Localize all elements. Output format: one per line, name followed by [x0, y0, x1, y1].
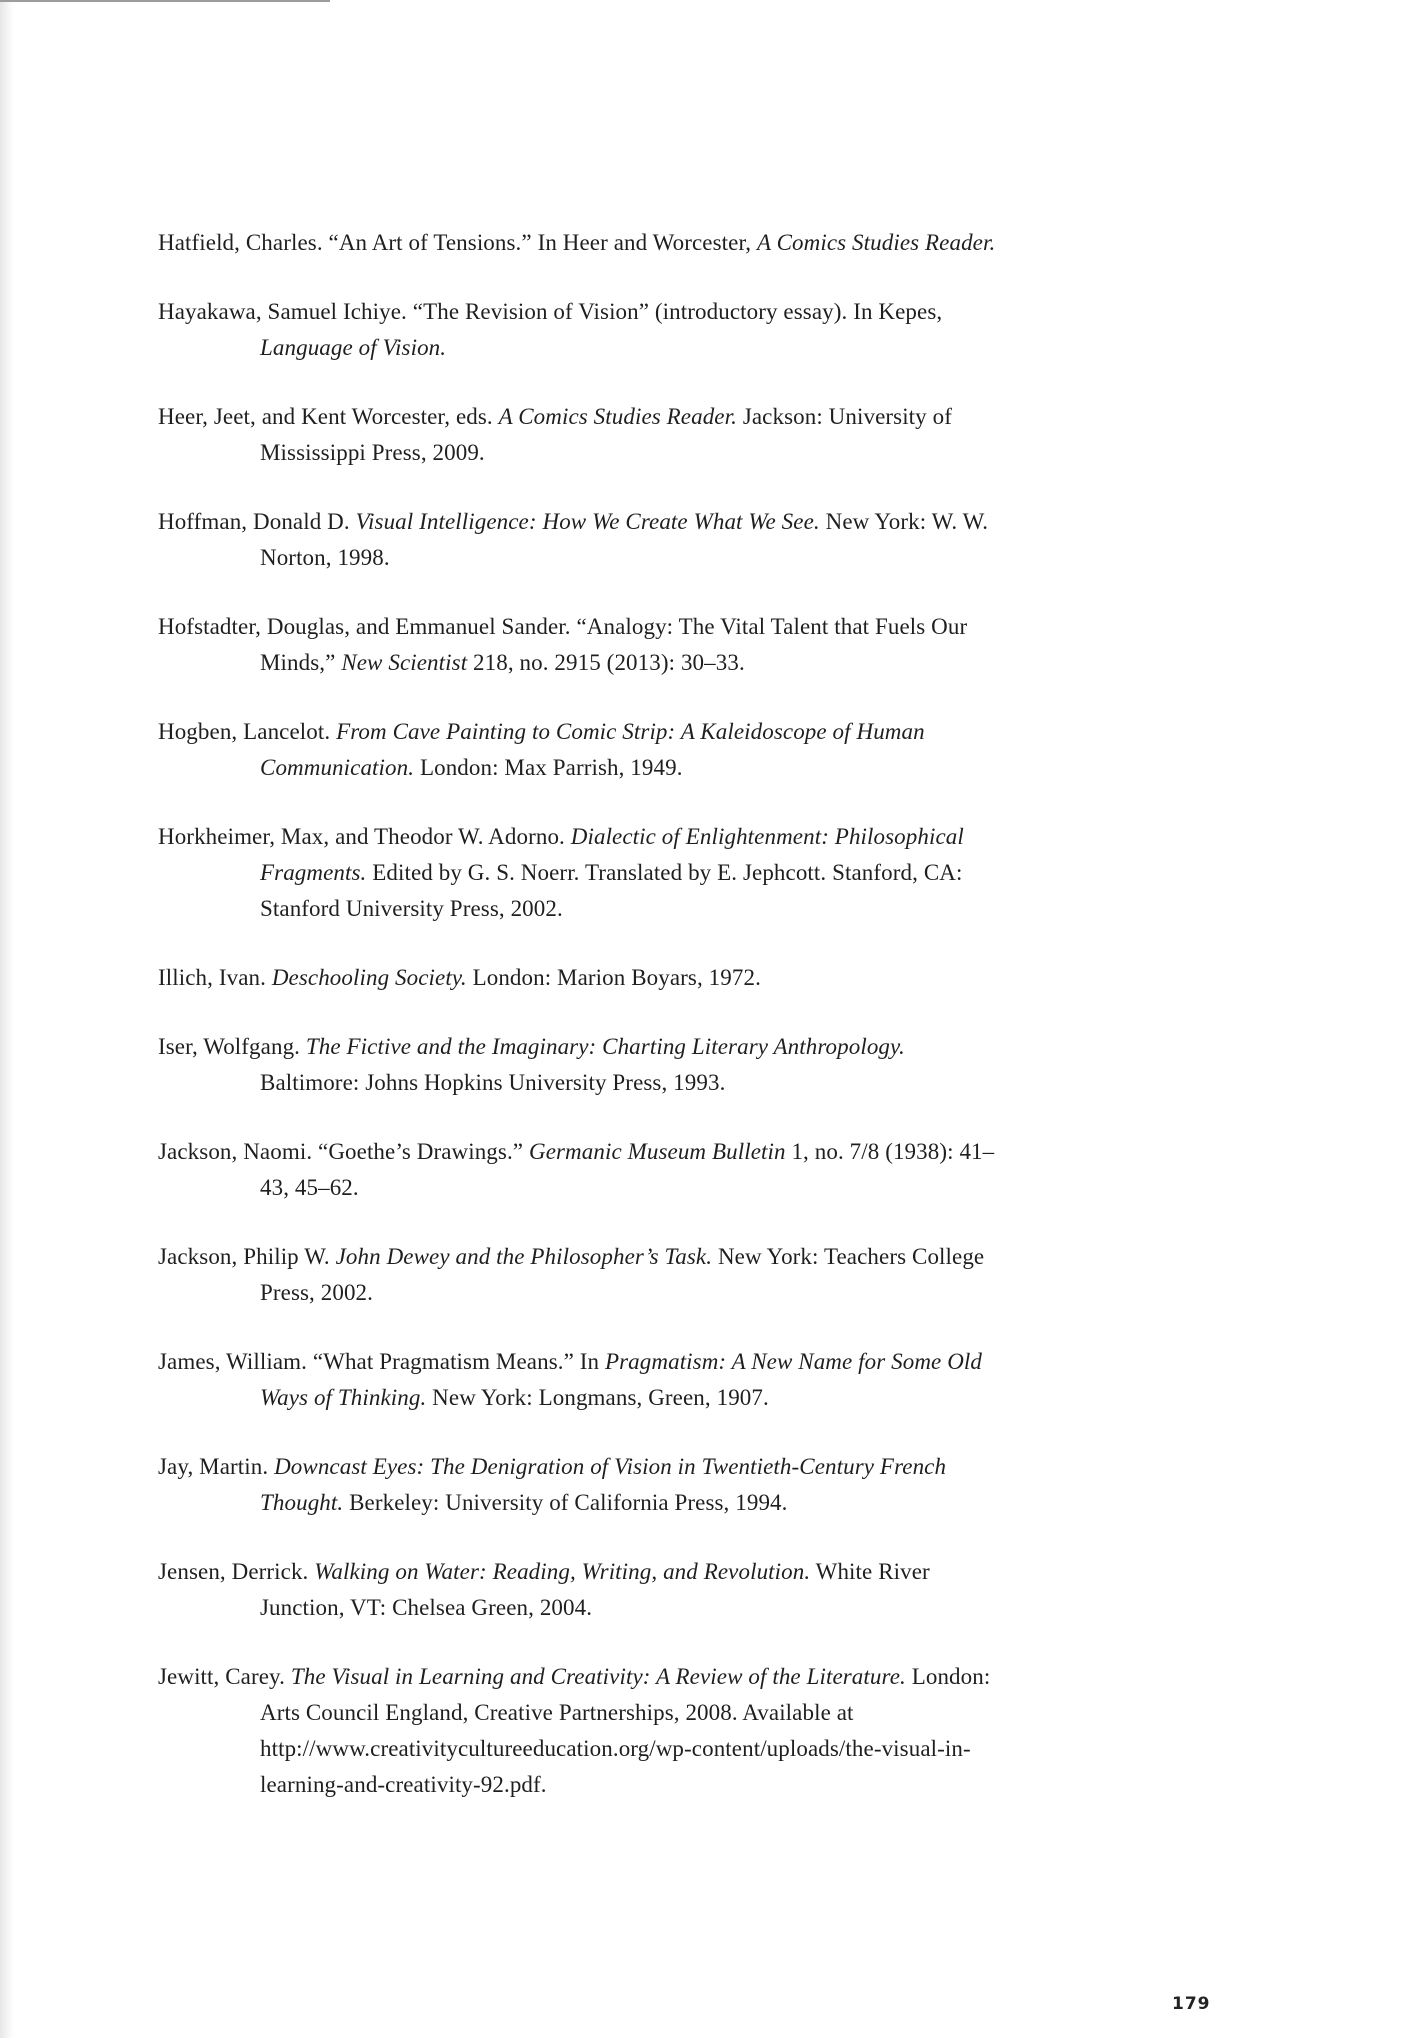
bibliography-entry [158, 609, 998, 681]
entry-text: Baltimore: Johns Hopkins University Press, 1993. [260, 1070, 726, 1095]
page-number: 179 [1172, 1994, 1211, 2014]
entry-work-title: Visual Intelligence: How We Create What We See. [355, 509, 820, 534]
entry-work-title: The Fictive and the Imaginary: Charting Literary Anthropology. [305, 1034, 905, 1059]
entry-text: Jackson, Philip W. [158, 1244, 336, 1269]
entry-work-title: Germanic Museum Bulletin [528, 1139, 786, 1164]
entry-work-title: John Dewey and the Philosopher’s Task. [335, 1244, 713, 1269]
entry-text: White River Junction, VT: Chelsea Green, 2004. [260, 1559, 930, 1620]
entry-text: Jewitt, Carey. [158, 1664, 291, 1689]
bibliography-list [158, 225, 998, 1803]
bibliography-entry [158, 714, 998, 786]
entry-work-title: From Cave Painting to Comic Strip: A Kaleidoscope of Human Communication. [260, 719, 925, 780]
entry-text: Jensen, Derrick. [158, 1559, 315, 1584]
entry-text: Hoffman, Donald D. [158, 509, 356, 534]
entry-text: Illich, Ivan. [158, 965, 272, 990]
bibliography-entry [158, 1554, 998, 1626]
entry-text: 1, no. 7/8 (1938): 41–43, 45–62. [260, 1139, 995, 1200]
entry-text: New York: Longmans, Green, 1907. [426, 1385, 769, 1410]
entry-text: Heer, Jeet, and Kent Worcester, eds. [158, 404, 499, 429]
entry-text: Hogben, Lancelot. [158, 719, 337, 744]
bibliography-entry [158, 504, 998, 576]
entry-work-title: Downcast Eyes: The Denigration of Vision in Twentieth-Century French Thought. [260, 1454, 947, 1515]
entry-work-title: The Visual in Learning and Creativity: A Review of the Literature. [290, 1664, 906, 1689]
bibliography-entry [158, 225, 998, 261]
entry-work-title: Pragmatism: A New Name for Some Old Ways of Thinking. [260, 1349, 983, 1410]
entry-work-title: New Scientist [341, 650, 468, 675]
entry-work-title: Language of Vision. [260, 335, 447, 360]
entry-text: Edited by G. S. Noerr. Translated by E. Jephcott. Stanford, CA: Stanford University Press, 2002. [260, 860, 963, 921]
entry-text: Berkeley: University of California Press, 1994. [343, 1490, 788, 1515]
entry-text: Hatfield, Charles. “An Art of Tensions.” In Heer and Worcester, [158, 230, 757, 255]
entry-text: Jackson: University of Mississippi Press, 2009. [260, 404, 952, 465]
bibliography-entry [158, 1134, 998, 1206]
bibliography-entry [158, 960, 998, 996]
entry-text: London: Max Parrish, 1949. [414, 755, 683, 780]
entry-text: London: Arts Council England, Creative Partnerships, 2008. Available at http://www.creativitycultureeducation.org/wp-content/uploads/the-visual-in-learning-and-creativity-92.pdf. [260, 1664, 991, 1797]
entry-text: Hofstadter, Douglas, and Emmanuel Sander. “Analogy: The Vital Talent that Fuels Our Minds,” [158, 614, 968, 675]
entry-text: 218, no. 2915 (2013): 30–33. [467, 650, 745, 675]
bibliography-entry [158, 294, 998, 366]
entry-work-title: A Comics Studies Reader. [498, 404, 737, 429]
bibliography-entry [158, 819, 998, 927]
entry-text: James, William. “What Pragmatism Means.” In [158, 1349, 605, 1374]
bibliography-entry [158, 1029, 998, 1101]
bibliography-entry [158, 399, 998, 471]
entry-text: Jay, Martin. [158, 1454, 275, 1479]
bibliography-entry [158, 1344, 998, 1416]
scan-edge-shadow [0, 0, 14, 2038]
entry-work-title: Walking on Water: Reading, Writing, and Revolution. [314, 1559, 811, 1584]
entry-text: Horkheimer, Max, and Theodor W. Adorno. [158, 824, 571, 849]
bibliography-entry [158, 1449, 998, 1521]
entry-work-title: Dialectic of Enlightenment: Philosophical Fragments. [260, 824, 964, 885]
entry-text: Hayakawa, Samuel Ichiye. “The Revision of Vision” (introductory essay). In Kepes, [158, 299, 943, 324]
entry-text: London: Marion Boyars, 1972. [466, 965, 761, 990]
bibliography-entry [158, 1239, 998, 1311]
top-rule [0, 0, 330, 2]
entry-work-title: Deschooling Society. [271, 965, 467, 990]
bibliography-entry [158, 1659, 998, 1803]
entry-text: New York: Teachers College Press, 2002. [260, 1244, 985, 1305]
entry-text: New York: W. W. Norton, 1998. [260, 509, 989, 570]
entry-work-title: A Comics Studies Reader. [757, 230, 996, 255]
entry-text: Iser, Wolfgang. [158, 1034, 306, 1059]
entry-text: Jackson, Naomi. “Goethe’s Drawings.” [158, 1139, 529, 1164]
